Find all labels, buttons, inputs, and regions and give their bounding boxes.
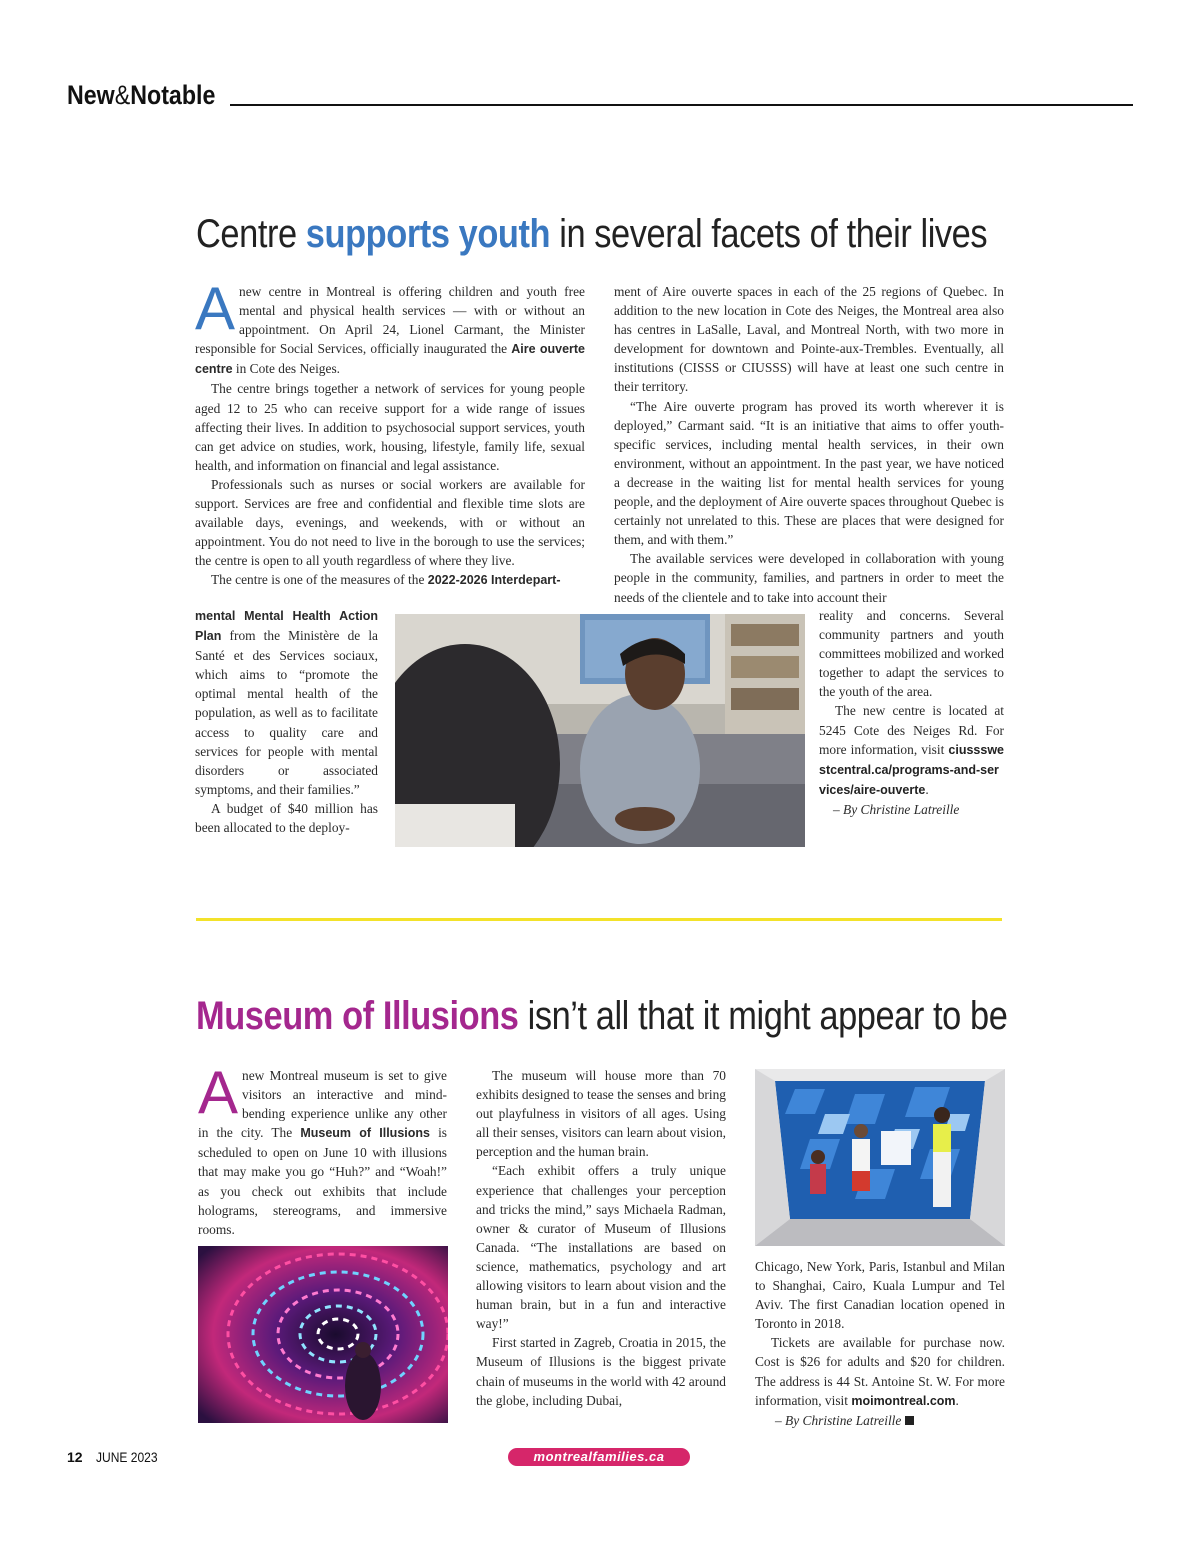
article1-column-2-continued: [819, 606, 1004, 819]
article1-paragraph-2: The centre brings together a network of services for young people aged 12 to 25 who can receive support for a wide range of issues affecting their lives. In addition to psychosocial support services, youth can get advice on studies, work, housing, lifestyle, family life, sexual health, and information on financial and legal assistance.: [195, 381, 585, 473]
article2-column-2: [476, 1066, 726, 1410]
article1-paragraph-4a: The centre is one of the measures of the 2022-2026 Interdepart-: [211, 572, 561, 588]
article2-col3-paragraph-2: Tickets are available for purchase now. Cost is $26 for adults and $20 for children. The address is 44 St. Antoine St. W. For more information, visit moimontreal.com.: [755, 1335, 1005, 1408]
drop-cap: A: [198, 1059, 239, 1126]
issue-date: JUNE 2023: [96, 1449, 158, 1465]
article2-col2-paragraph-2: “Each exhibit offers a truly unique experience that challenges your perception and tricks the mind,” says Michaela Radman, owner & curator of Museum of Illusions Canada. “The installations are based on science, mathematics, psychology and art allowing visitors to learn about vision and the human brain, but in a fun and interactive way!”: [476, 1163, 726, 1332]
article1-paragraph-4b: mental Mental Health Action Plan from the Ministère de la Santé et des Services sociaux, which aims to “promote the optimal mental health of the population, as well as to facilitate access to quality care and services for people with mental disorders or associated symptoms, and their families.”: [195, 609, 378, 797]
article1-col2-paragraph-2: “The Aire ouverte program has proved its worth wherever it is deployed,” Carmant said. “It is an initiative that aims to offer youth-specific services, including mental health services, in their own environment, without an appointment. In the past year, we have noticed a decrease in the waiting list for mental health services for young people, and the deployment of Aire ouverte spaces throughout Quebec is certainly not unrelated to this. These are places that were designed for them, and with them.”: [614, 398, 1004, 548]
article2-col3-paragraph-1: Chicago, New York, Paris, Istanbul and Milan to Shanghai, Cairo, Kuala Lumpur and Tel Aviv. The first Canadian location opened in Toronto in 2018.: [755, 1259, 1005, 1332]
page-number: 12: [67, 1449, 83, 1465]
museum-website-link[interactable]: moimontreal.com: [851, 1393, 956, 1408]
photo-illusion-room: [755, 1069, 1005, 1246]
aire-ouverte-link[interactable]: ciussswestcentral.ca/programs-and-services/aire-ouverte: [819, 742, 1004, 797]
article1-paragraph-5: A budget of $40 million has been allocated to the deploy-: [195, 800, 378, 836]
article1-col2-paragraph-3a: The available services were developed in collaboration with young people in the community, families, and partners in order to meet the needs of the clientele and to take into account their: [614, 551, 1004, 605]
article2-column-3: [755, 1257, 1005, 1430]
article1-paragraph-1: Anew centre in Montreal is offering children and youth free mental and physical health services — with or without an appointment. On April 24, Lionel Carmant, the Minister responsible for Social Services, officially inaugurated the Aire ouverte centre in Cote des Neiges.: [195, 275, 585, 377]
article-divider: [196, 918, 1002, 921]
article1-byline: – By Christine Latreille: [833, 801, 960, 817]
article2-column-1: [198, 1059, 447, 1239]
end-of-article-mark: [905, 1416, 914, 1425]
header-rule: [230, 104, 1133, 106]
article2-col2-paragraph-3: First started in Zagreb, Croatia in 2015, the Museum of Illusions is the biggest private chain of museums in the world with 42 around the globe, including Dubai,: [476, 1335, 726, 1408]
section-header: New&Notable: [67, 80, 216, 110]
article1-headline: Centre supports youth in several facets of their lives: [196, 212, 988, 256]
article2-col2-paragraph-1: The museum will house more than 70 exhibits designed to tease the senses and bring out playfulness in visitors of all ages. Using all their senses, visitors can learn about vision, perception and the human brain.: [476, 1068, 726, 1160]
drop-cap: A: [195, 275, 236, 342]
article1-col2-paragraph-4: The new centre is located at 5245 Cote des Neiges Rd. For more information, visit ciussswestcentral.ca/programs-and-services/aire-ouverte.: [819, 703, 1004, 797]
article2-headline: Museum of Illusions isn’t all that it might appear to be: [196, 994, 1008, 1038]
article1-column-2: [614, 282, 1004, 607]
article1-paragraph-3: Professionals such as nurses or social workers are available for support. Services are free and confidential and flexible time slots are available days, evenings, and weekends, with or without an appointment. You do not need to live in the borough to use the services; the centre is open to all youth regardless of where they live.: [195, 476, 585, 569]
article2-paragraph-1: Anew Montreal museum is set to give visitors an interactive and mind-bending experience unlike any other in the city. The Museum of Illusions is scheduled to open on June 10 with illusions that may make you go “Huh?” and “Woah!” as you check out exhibits that include holograms, stereograms, and immersive rooms.: [198, 1059, 447, 1237]
article1-column-1: [195, 275, 585, 591]
article1-col2-paragraph-1: ment of Aire ouverte spaces in each of the 25 regions of Quebec. In addition to the new location in Cote des Neiges, the Montreal area also has centres in LaSalle, Laval, and Montreal North, with two more in development for downtown and Pointe-aux-Trembles. Eventually, all institutions (CISSS or CIUSSS) will have at least one such centre in their territory.: [614, 284, 1004, 395]
article1-col2-paragraph-3b: reality and concerns. Several community partners and youth committees mobilized and worked together to adapt the services to the youth of the area.: [819, 608, 1004, 700]
article1-column-1-continued: [195, 606, 378, 837]
photo-youth-counselling: [395, 614, 805, 847]
site-url-badge[interactable]: montrealfamilies.ca: [508, 1448, 690, 1466]
article2-byline: – By Christine Latreille: [755, 1411, 1005, 1430]
photo-vortex-tunnel: [198, 1246, 448, 1423]
